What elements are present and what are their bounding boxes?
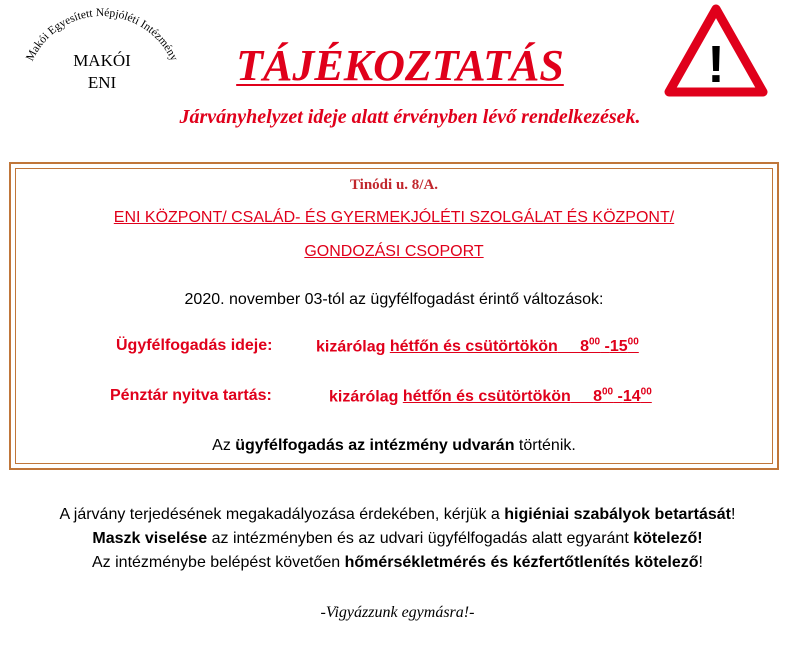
hygiene-line-3: Az intézménybe belépést követően hőmérsékletmérés és kézfertőtlenítés kötelező!	[92, 554, 703, 571]
reception-days-and-time: hétfőn és csütörtökön $8^{00}$ $-15^{00}$	[389, 337, 639, 356]
cashier-days-and-time: hétfőn és csütörtökön $8^{00}$ $-14^{00}$	[402, 387, 652, 406]
address: Tinódi u. 8/A.	[349, 177, 439, 193]
logo-center	[12, 50, 192, 94]
organization-logo	[12, 8, 192, 108]
cashier-label: Pénztár nyitva tartás:	[110, 387, 272, 404]
yard-notice: Az ügyfélfogadás az intézmény udvarán történik.	[212, 437, 576, 454]
reception-label: Ügyfélfogadás ideje:	[116, 337, 273, 354]
page-subtitle: Járványhelyzet ideje alatt érvényben lévő rendelkezések.	[179, 106, 641, 128]
info-box	[9, 162, 779, 470]
warning-glyph: !	[707, 36, 725, 94]
hygiene-line-2: Maszk viselése az intézményben és az udvari ügyfélfogadás alatt egyaránt kötelező!	[92, 530, 703, 547]
logo-line1: MAKÓI	[73, 51, 131, 70]
hygiene-line-1: A járvány terjedésének megakadályozása érdekében, kérjük a higiéniai szabályok betartását!	[59, 506, 736, 523]
info-box-inner	[15, 168, 773, 464]
logo-arc-text: Makói Egyesített Népjóléti Intézmény	[24, 8, 180, 64]
page-title: TÁJÉKOZTATÁS	[236, 41, 564, 90]
reception-hours	[316, 337, 639, 356]
footer-motto: -Vigyázzunk egymásra!-	[320, 604, 475, 621]
organization-line-2: GONDOZÁSI CSOPORT	[304, 243, 484, 260]
cashier-hours	[329, 387, 652, 406]
organization-line-1: ENI KÖZPONT/ CSALÁD- ÉS GYERMEKJÓLÉTI SZOLGÁLAT ÉS KÖZPONT/	[113, 209, 675, 226]
reception-prefix: kizárólag	[316, 338, 386, 356]
date-line: 2020. november 03-tól az ügyfélfogadást érintő változások:	[184, 291, 604, 308]
warning-triangle-icon	[663, 4, 769, 98]
cashier-prefix: kizárólag	[329, 388, 399, 406]
logo-line2: ENI	[87, 73, 117, 92]
